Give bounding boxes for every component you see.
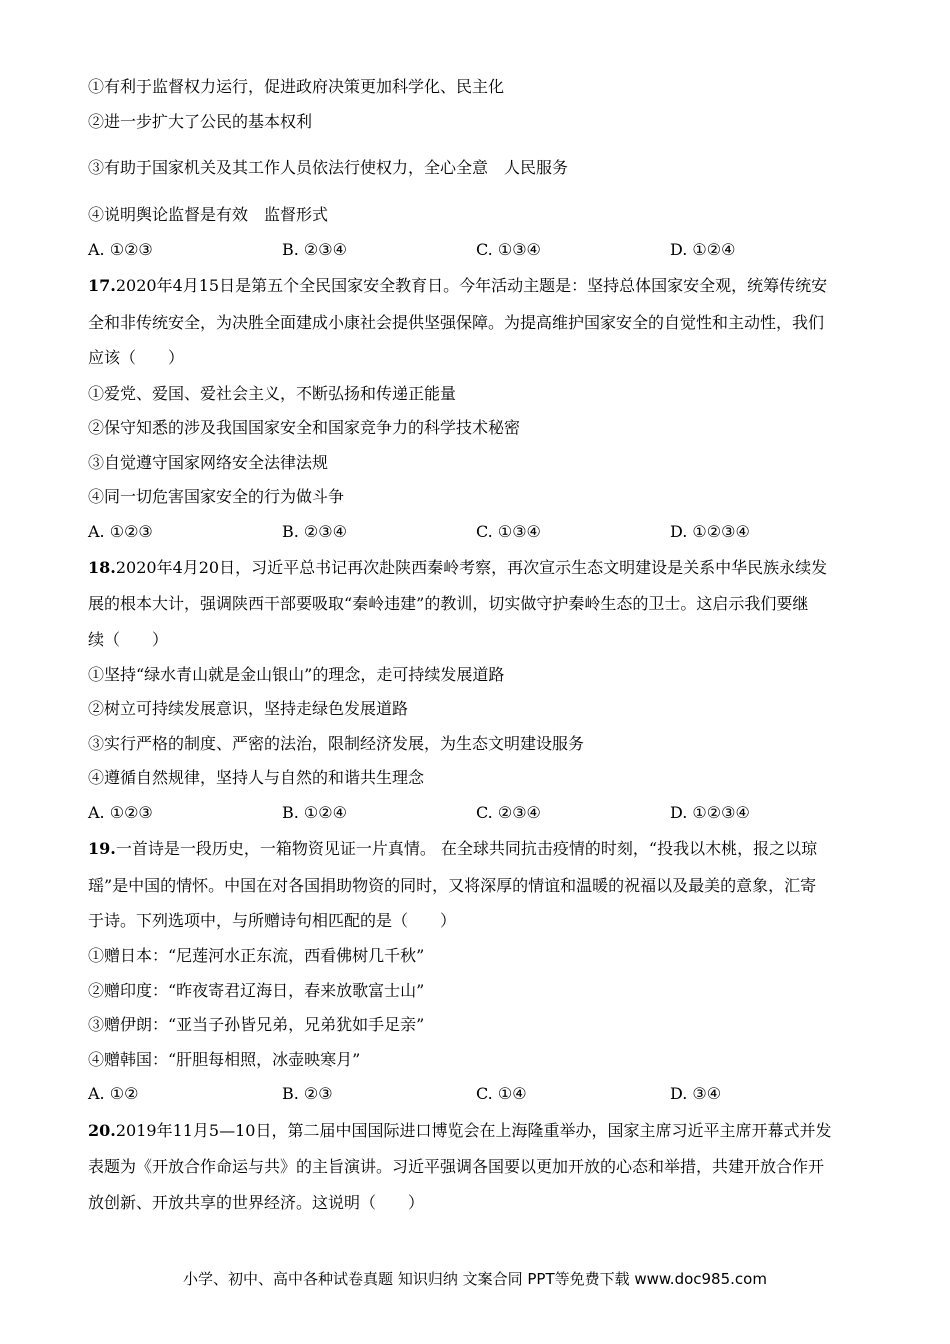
q19-number: 19. bbox=[88, 839, 116, 858]
q19-stem-line-1 bbox=[88, 839, 817, 859]
q16-statement-3: ③有助于国家机关及其工作人员依法行使权力，全心全意 人民服务 bbox=[88, 158, 569, 177]
q17-option-a[interactable]: A. ①②③ bbox=[88, 522, 153, 541]
q20-stem-line-2: 表题为《开放合作命运与共》的主旨演讲。习近平强调各国要以更加开放的心态和举措，共建开放合作开 bbox=[88, 1157, 825, 1176]
q17-option-b[interactable]: B. ②③④ bbox=[282, 522, 347, 541]
q20-stem-text-1: 2019年11月5—10日，第二届中国国际进口博览会在上海隆重举办，国家主席习近平主席开幕式并发 bbox=[115, 1121, 832, 1140]
q16-option-d[interactable]: D. ①②④ bbox=[670, 240, 736, 259]
q19-stem-line-3: 于诗。下列选项中，与所赠诗句相匹配的是（ ） bbox=[88, 911, 457, 930]
page-footer: 小学、初中、高中各种试卷真题 知识归纳 文案合同 PPT等免费下载 www.doc985.com bbox=[183, 1270, 767, 1288]
q16-statement-1: ①有利于监督权力运行，促进政府决策更加科学化、民主化 bbox=[88, 77, 505, 96]
q18-stem-text-1: 2020年4月20日，习近平总书记再次赴陕西秦岭考察，再次宣示生态文明建设是关系中华民族永续发 bbox=[115, 558, 828, 577]
q17-stem-line-2: 全和非传统安全，为决胜全面建成小康社会提供坚强保障。为提高维护国家安全的自觉性和主动性，我们 bbox=[88, 313, 825, 332]
q19-option-d[interactable]: D. ③④ bbox=[670, 1084, 722, 1103]
q18-stem-line-1 bbox=[88, 558, 827, 578]
q17-stem-line-3: 应该（ ） bbox=[88, 348, 185, 367]
q16-option-c[interactable]: C. ①③④ bbox=[476, 240, 541, 259]
q20-number: 20. bbox=[88, 1121, 116, 1140]
q17-statement-4: ④同一切危害国家安全的行为做斗争 bbox=[88, 487, 345, 506]
q17-statement-3: ③自觉遵守国家网络安全法律法规 bbox=[88, 453, 329, 472]
q18-option-d[interactable]: D. ①②③④ bbox=[670, 803, 750, 822]
q18-number: 18. bbox=[88, 558, 116, 577]
q19-statement-4: ④赠韩国：“肝胆每相照，冰壶映寒月” bbox=[88, 1050, 361, 1069]
q18-statement-4: ④遵循自然规律，坚持人与自然的和谐共生理念 bbox=[88, 768, 425, 787]
q19-statement-2: ②赠印度：“昨夜寄君辽海日，春来放歌富士山” bbox=[88, 981, 425, 1000]
q17-statement-2: ②保守知悉的涉及我国国家安全和国家竞争力的科学技术秘密 bbox=[88, 418, 521, 437]
q19-statement-3: ③赠伊朗：“亚当子孙皆兄弟，兄弟犹如手足亲” bbox=[88, 1015, 425, 1034]
q17-number: 17. bbox=[88, 276, 116, 295]
q18-options bbox=[88, 803, 868, 823]
q19-option-c[interactable]: C. ①④ bbox=[476, 1084, 527, 1103]
q16-option-b[interactable]: B. ②③④ bbox=[282, 240, 347, 259]
q19-option-b[interactable]: B. ②③ bbox=[282, 1084, 333, 1103]
q19-options bbox=[88, 1084, 868, 1104]
q17-stem-text-1: 2020年4月15日是第五个全民国家安全教育日。今年活动主题是：坚持总体国家安全观，统筹传统安 bbox=[115, 276, 828, 295]
q17-stem-line-1 bbox=[88, 276, 827, 296]
q19-stem-line-2: 瑶”是中国的情怀。中国在对各国捐助物资的同时，又将深厚的情谊和温暖的祝福以及最美的意象，汇寄 bbox=[88, 876, 817, 895]
q18-option-c[interactable]: C. ②③④ bbox=[476, 803, 541, 822]
q16-option-a[interactable]: A. ①②③ bbox=[88, 240, 153, 259]
q18-option-a[interactable]: A. ①②③ bbox=[88, 803, 153, 822]
q16-statement-2: ②进一步扩大了公民的基本权利 bbox=[88, 112, 313, 131]
q16-statement-4: ④说明舆论监督是有效 监督形式 bbox=[88, 205, 329, 224]
q19-statement-1: ①赠日本：“尼莲河水正东流，西看佛树几千秋” bbox=[88, 946, 425, 965]
q18-stem-line-3: 续（ ） bbox=[88, 630, 169, 649]
q18-statement-1: ①坚持“绿水青山就是金山银山”的理念，走可持续发展道路 bbox=[88, 665, 505, 684]
q18-statement-3: ③实行严格的制度、严密的法治，限制经济发展，为生态文明建设服务 bbox=[88, 734, 585, 753]
q18-statement-2: ②树立可持续发展意识，坚持走绿色发展道路 bbox=[88, 699, 409, 718]
q18-option-b[interactable]: B. ①②④ bbox=[282, 803, 347, 822]
q17-statement-1: ①爱党、爱国、爱社会主义，不断弘扬和传递正能量 bbox=[88, 384, 457, 403]
q19-option-a[interactable]: A. ①② bbox=[88, 1084, 139, 1103]
q17-option-c[interactable]: C. ①③④ bbox=[476, 522, 541, 541]
q17-option-d[interactable]: D. ①②③④ bbox=[670, 522, 750, 541]
q16-options bbox=[88, 240, 868, 260]
q20-stem-line-1 bbox=[88, 1121, 831, 1141]
q17-options bbox=[88, 522, 868, 542]
q19-stem-text-1: 一首诗是一段历史，一箱物资见证一片真情。 在全球共同抗击疫情的时刻，“投我以木桃，报之以琼 bbox=[115, 839, 818, 858]
q18-stem-line-2: 展的根本大计，强调陕西干部要吸取“秦岭违建”的教训，切实做守护秦岭生态的卫士。这启示我们要继 bbox=[88, 594, 809, 613]
q20-stem-line-3: 放创新、开放共享的世界经济。这说明（ ） bbox=[88, 1193, 425, 1212]
